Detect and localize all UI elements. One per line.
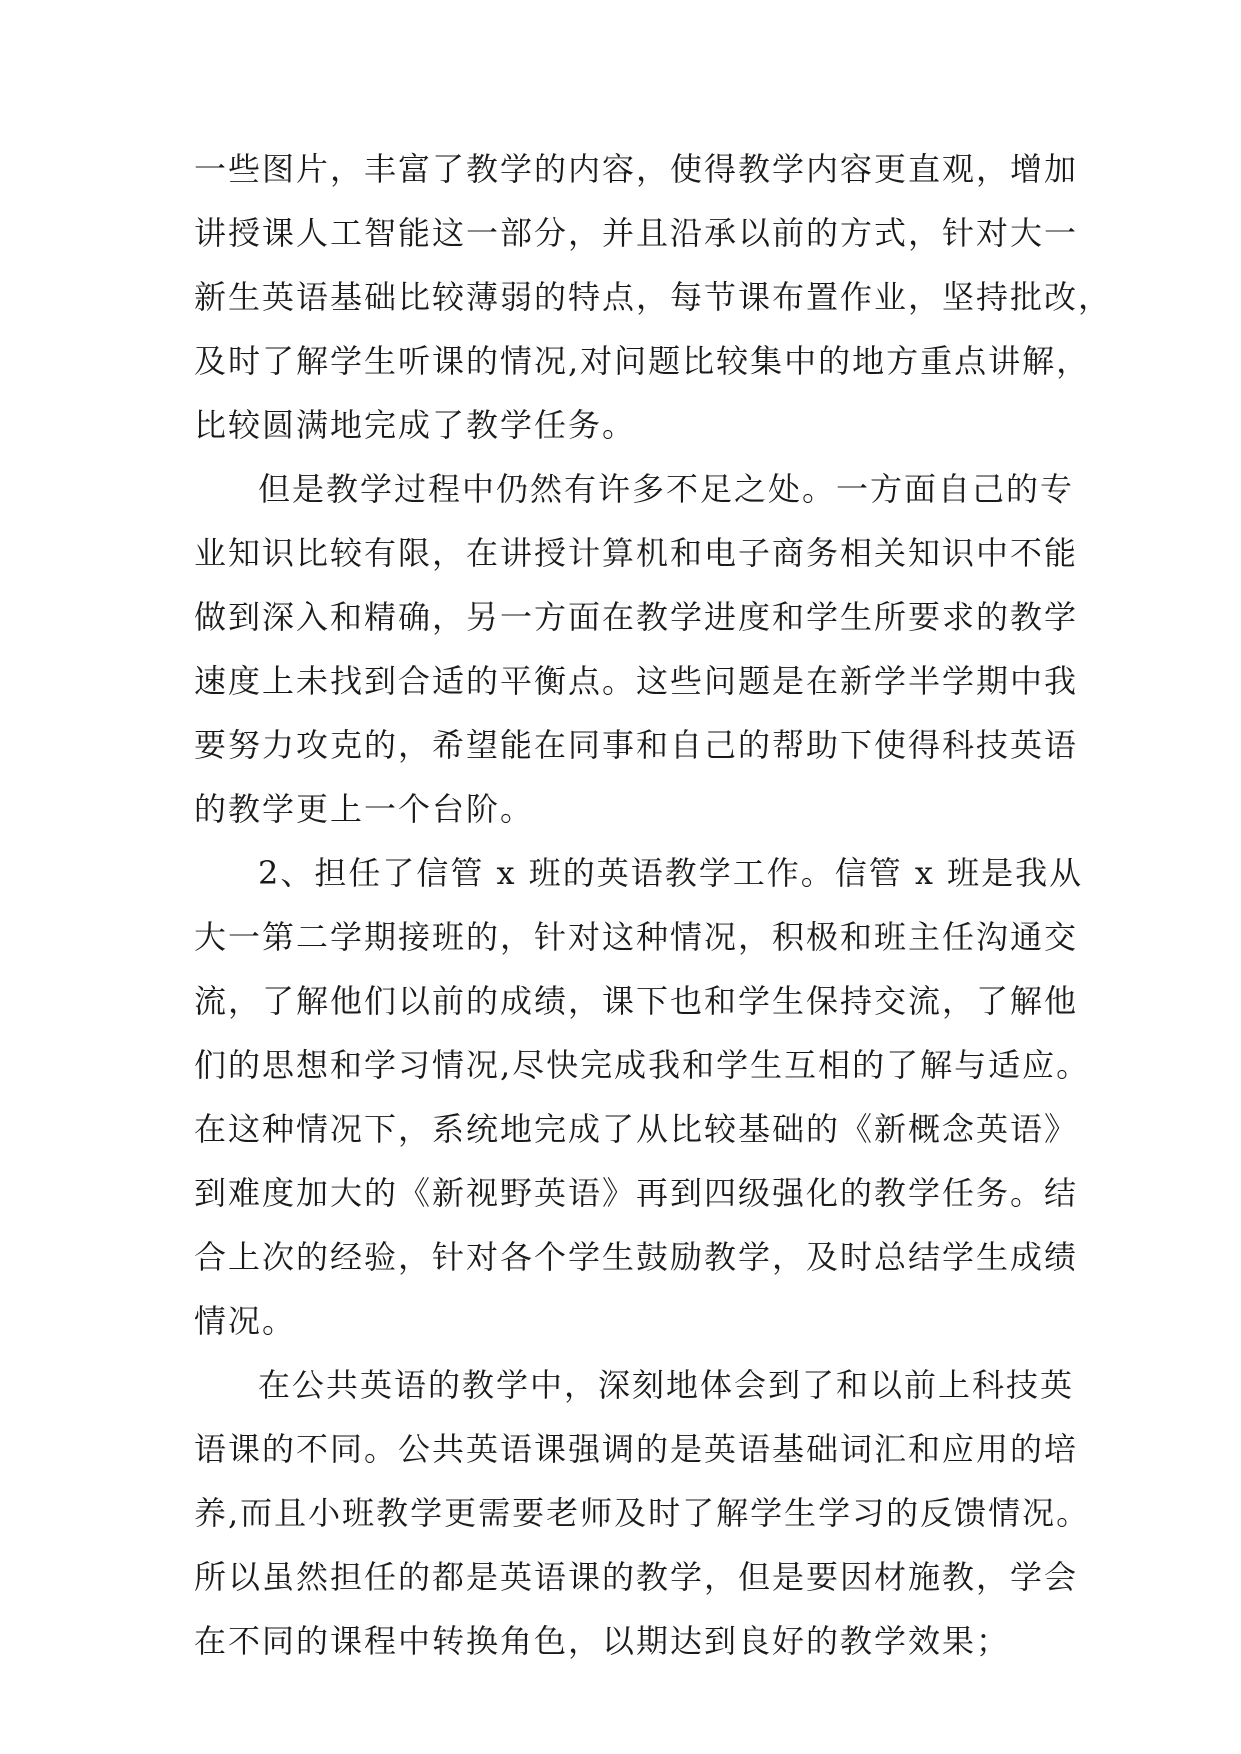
paragraph-3-line-3: 流，了解他们以前的成绩，课下也和学生保持交流，了解他 bbox=[194, 982, 1079, 1020]
paragraph-3-line-7: 合上次的经验，针对各个学生鼓励教学，及时总结学生成绩 bbox=[194, 1238, 1079, 1276]
paragraph-4-line-3: 养,而且小班教学更需要老师及时了解学生学习的反馈情况。 bbox=[194, 1494, 1091, 1532]
paragraph-2-line-2: 业知识比较有限，在讲授计算机和电子商务相关知识中不能 bbox=[194, 534, 1079, 572]
paragraph-3-line-5: 在这种情况下，系统地完成了从比较基础的《新概念英语》 bbox=[194, 1110, 1079, 1148]
paragraph-3-line-4: 们的思想和学习情况,尽快完成我和学生互相的了解与适应。 bbox=[194, 1046, 1091, 1084]
paragraph-3-line-1: 2、担任了信管 x 班的英语教学工作。信管 x 班是我从 bbox=[258, 854, 1084, 892]
paragraph-1-line-2: 讲授课人工智能这一部分，并且沿承以前的方式，针对大一 bbox=[194, 214, 1079, 252]
paragraph-1-line-3: 新生英语基础比较薄弱的特点，每节课布置作业，坚持批改， bbox=[194, 278, 1113, 316]
paragraph-1-line-5: 比较圆满地完成了教学任务。 bbox=[194, 406, 637, 444]
paragraph-4-line-2: 语课的不同。公共英语课强调的是英语基础词汇和应用的培 bbox=[194, 1430, 1079, 1468]
paragraph-2-line-4: 速度上未找到合适的平衡点。这些问题是在新学半学期中我 bbox=[194, 662, 1079, 700]
paragraph-2-line-3: 做到深入和精确，另一方面在教学进度和学生所要求的教学 bbox=[194, 598, 1079, 636]
paragraph-4-line-4: 所以虽然担任的都是英语课的教学，但是要因材施教，学会 bbox=[194, 1558, 1079, 1596]
paragraph-3-line-8: 情况。 bbox=[194, 1302, 297, 1340]
paragraph-2-line-5: 要努力攻克的，希望能在同事和自己的帮助下使得科技英语 bbox=[194, 726, 1079, 764]
paragraph-4-line-5: 在不同的课程中转换角色，以期达到良好的教学效果； bbox=[194, 1622, 1011, 1660]
paragraph-1-line-4: 及时了解学生听课的情况,对问题比较集中的地方重点讲解， bbox=[194, 342, 1091, 380]
paragraph-4-line-1: 在公共英语的教学中，深刻地体会到了和以前上科技英 bbox=[258, 1366, 1075, 1404]
paragraph-1-line-1: 一些图片，丰富了教学的内容，使得教学内容更直观，增加 bbox=[194, 150, 1079, 188]
paragraph-2-line-6: 的教学更上一个台阶。 bbox=[194, 790, 535, 828]
paragraph-2-line-1: 但是教学过程中仍然有许多不足之处。一方面自己的专 bbox=[258, 470, 1075, 508]
paragraph-3-line-6: 到难度加大的《新视野英语》再到四级强化的教学任务。结 bbox=[194, 1174, 1079, 1212]
paragraph-3-line-2: 大一第二学期接班的，针对这种情况，积极和班主任沟通交 bbox=[194, 918, 1079, 956]
